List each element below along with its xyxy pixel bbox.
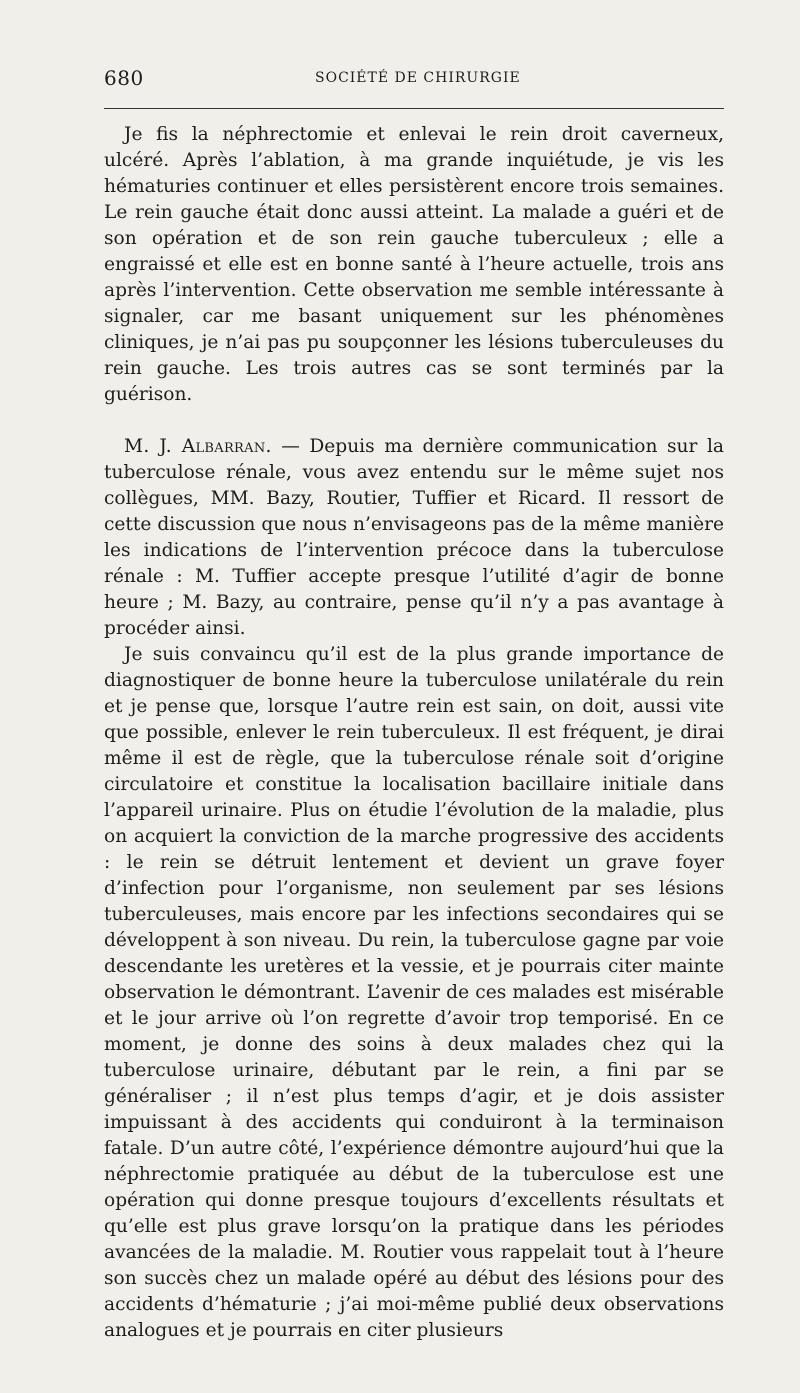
body-text [104, 122, 724, 1344]
paragraph-2-text: — Depuis ma dernière communication sur la tuberculose rénale, vous avez entendu sur le même sujet nos collègues, MM. Bazy, Routier, Tuffier et Ricard. Il ressort de cette discussion que nous n’envisageons pas de la même manière les indications de l’intervention précoce dans la tuberculose rénale : M. Tuffier accepte presque l’utilité d’agir de bonne heure ; M. Bazy, au contraire, pense qu’il n’y a pas avantage à procéder ainsi. [104, 436, 724, 639]
running-head [104, 66, 724, 96]
running-title: SOCIÉTÉ DE CHIRURGIE [315, 70, 521, 86]
page-number: 680 [104, 66, 144, 90]
paragraph-2 [104, 434, 724, 642]
speaker-name: M. J. Albarran. [124, 436, 272, 457]
paragraph-1: Je fis la néphrectomie et enlevai le rein droit caverneux, ulcéré. Après l’ablation, à ma grande inquiétude, je vis les hématuries continuer et elles persistèrent encore trois semaines. Le rein gauche était donc aussi atteint. La malade a guéri et de son opération et de son rein gauche tuberculeux ; elle a engraissé et elle est en bonne santé à l’heure actuelle, trois ans après l’intervention. Cette observation me semble intéressante à signaler, car me basant uniquement sur les phénomènes cliniques, je n’ai pas pu soupçonner les lésions tuberculeuses du rein gauche. Les trois autres cas se sont terminés par la guérison. [104, 124, 724, 405]
header-rule [104, 108, 724, 109]
paragraph-3: Je suis convaincu qu’il est de la plus grande importance de diagnostiquer de bonne heure la tuberculose unilatérale du rein et je pense que, lorsque l’autre rein est sain, on doit, aussi vite que possible, enlever le rein tuberculeux. Il est fréquent, je dirai même il est de règle, que la tuberculose rénale soit d’origine circulatoire et constitue la localisation bacillaire initiale dans l’appareil urinaire. Plus on étudie l’évolution de la maladie, plus on acquiert la conviction de la marche progressive des accidents : le rein se détruit lentement et devient un grave foyer d’infection pour l’organisme, non seulement par ses lésions tuberculeuses, mais encore par les infections secondaires qui se développent à son niveau. Du rein, la tuberculose gagne par voie descendante les uretères et la vessie, et je pourrais citer mainte observation le démontrant. L’avenir de ces malades est misérable et le jour arrive où l’on regrette d’avoir trop temporisé. En ce moment, je donne des soins à deux malades chez qui la tuberculose urinaire, débutant par le rein, a fini par se généraliser ; il n’est plus temps d’agir, et je dois assister impuissant à des accidents qui conduiront à la terminaison fatale. D’un autre côté, l’expérience démontre aujourd’hui que la néphrectomie pratiquée au début de la tuberculose est une opération qui donne presque toujours d’excellents résultats et qu’elle est plus grave lorsqu’on la pratique dans les périodes avancées de la maladie. M. Routier vous rappelait tout à l’heure son succès chez un malade opéré au début des lésions pour des accidents d’hématurie ; j’ai moi-même publié deux observations analogues et je pourrais en citer plusieurs [104, 644, 724, 1341]
